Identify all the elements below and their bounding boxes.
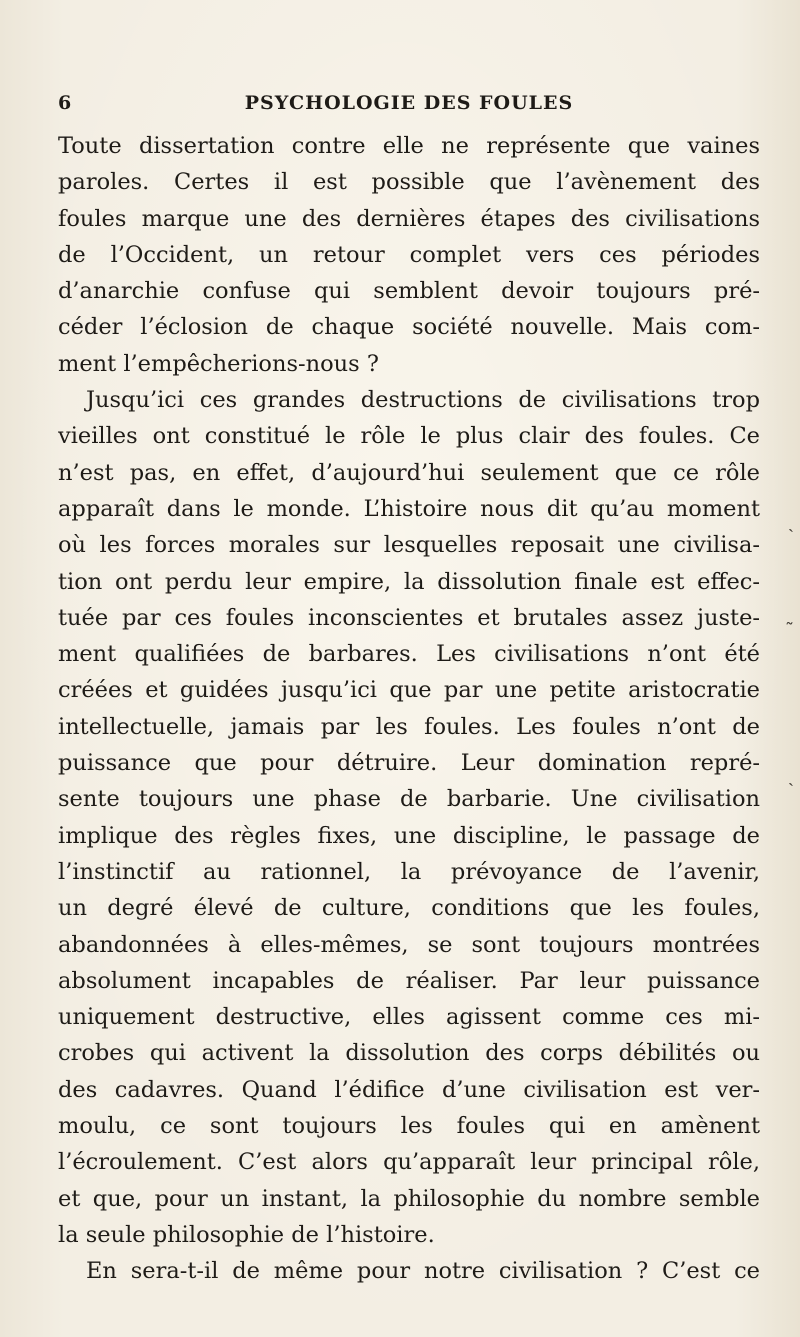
text-line: créées et guidées jusqu’ici que par une petite aristocratie [58, 677, 760, 704]
pencil-mark-icon: ˜ [785, 620, 794, 641]
text-line: crobes qui activent la dissolution des corps débilités ou [58, 1040, 760, 1067]
pencil-mark-icon: ˏ [788, 512, 794, 533]
text-line: abandonnées à elles-mêmes, se sont toujours montrées [58, 931, 760, 958]
text-line: Toute dissertation contre elle ne représente que vaines [58, 133, 760, 159]
running-title: PSYCHOLOGIE DES FOULES [244, 92, 574, 114]
text-line: intellectuelle, jamais par les foules. Les foules n’ont de [58, 713, 760, 740]
text-line: apparaît dans le monde. L’histoire nous dit qu’au moment [58, 495, 760, 522]
text-line: ment l’empêcherions-nous ? [58, 350, 379, 377]
text-line: vieilles ont constitué le rôle le plus clair des foules. Ce [58, 423, 760, 450]
body-text [58, 128, 760, 1290]
text-line: n’est pas, en effet, d’aujourd’hui seulement que ce rôle [58, 459, 760, 486]
text-line: paroles. Certes il est possible que l’avènement des [58, 169, 760, 196]
text-line: tion ont perdu leur empire, la dissolution finale est effec- [58, 568, 760, 595]
text-line: où les forces morales sur lesquelles reposait une civilisa- [58, 532, 760, 559]
text-line: l’instinctif au rationnel, la prévoyance de l’avenir, [58, 858, 760, 885]
text-line: tuée par ces foules inconscientes et brutales assez juste- [58, 604, 760, 631]
text-line: ment qualifiées de barbares. Les civilisations n’ont été [58, 641, 760, 668]
text-line: l’écroulement. C’est alors qu’apparaît leur principal rôle, [58, 1149, 760, 1176]
text-line: sente toujours une phase de barbarie. Une civilisation [58, 786, 760, 813]
text-line: de l’Occident, un retour complet vers ces périodes [58, 241, 760, 268]
text-line: absolument incapables de réaliser. Par leur puissance [58, 967, 760, 994]
text-line: céder l’éclosion de chaque société nouvelle. Mais com- [58, 314, 760, 341]
text-line: implique des règles fixes, une discipline, le passage de [58, 822, 760, 849]
text-line: En sera-t-il de même pour notre civilisation ? C’est ce [86, 1258, 760, 1285]
text-line: d’anarchie confuse qui semblent devoir toujours pré- [58, 278, 760, 305]
text-line: puissance que pour détruire. Leur domination repré- [58, 750, 760, 777]
page-header [58, 92, 760, 122]
text-line: Jusqu’ici ces grandes destructions de civilisations trop [86, 387, 760, 414]
text-line: la seule philosophie de l’histoire. [58, 1221, 435, 1248]
page-number: 6 [58, 92, 73, 114]
text-line: des cadavres. Quand l’édifice d’une civilisation est ver- [58, 1076, 760, 1103]
text-line: un degré élevé de culture, conditions que les foules, [58, 895, 760, 922]
text-line: uniquement destructive, elles agissent comme ces mi- [58, 1004, 760, 1031]
text-line: et que, pour un instant, la philosophie du nombre semble [58, 1185, 760, 1212]
text-line: foules marque une des dernières étapes des civilisations [58, 205, 760, 232]
pencil-mark-icon: ˏ [788, 766, 794, 787]
text-line: moulu, ce sont toujours les foules qui en amènent [58, 1113, 760, 1140]
